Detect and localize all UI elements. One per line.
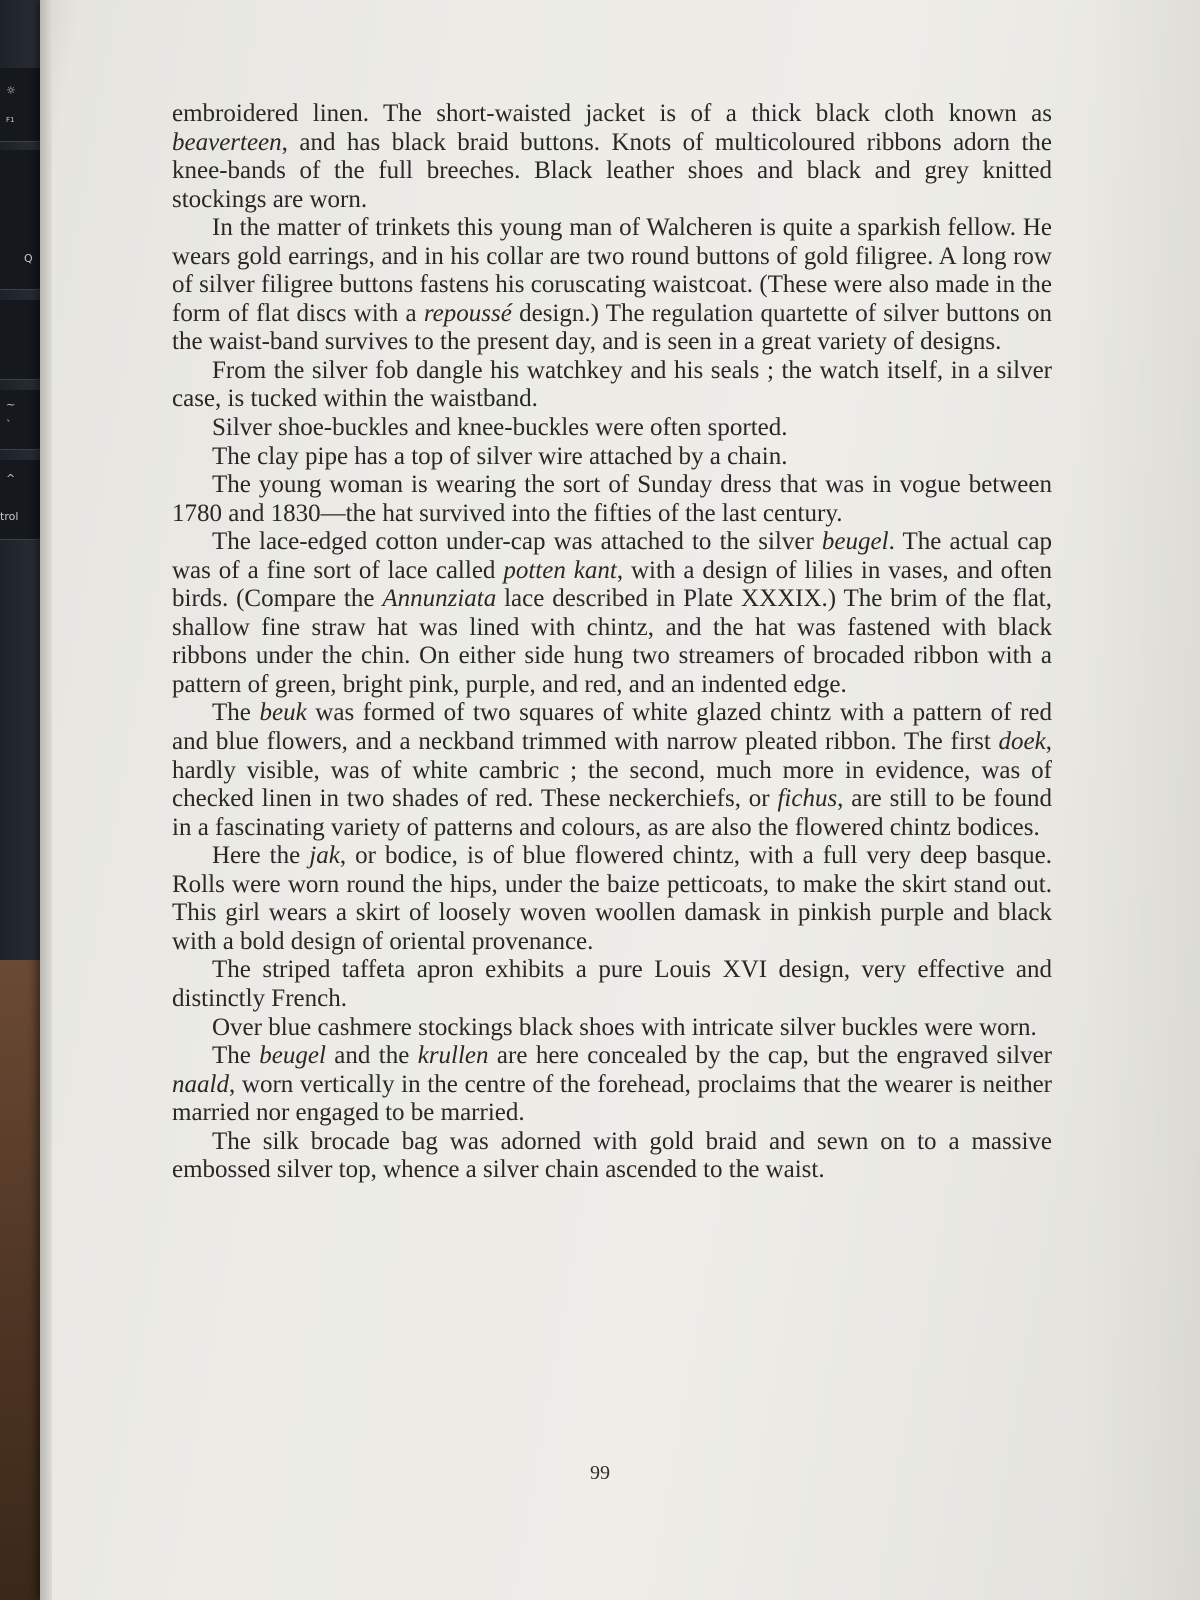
paragraph (172, 100, 1052, 214)
text-run: , hardly visible, was of white cambric ; the second, much more in evidence, was of checked linen in two shades of red. These neckerchiefs, or (172, 728, 1052, 813)
brightness-icon: ☼ (6, 84, 16, 97)
text-run: The (212, 699, 260, 727)
key-sub-label: trol (0, 510, 19, 523)
keyboard-key-f1 (0, 68, 44, 142)
paragraph (172, 1014, 1052, 1043)
paragraph (172, 1042, 1052, 1128)
italic-term: potten kant (503, 556, 617, 584)
paragraph (172, 443, 1052, 472)
keyboard-key-blank (0, 300, 44, 380)
italic-term: fichus (777, 785, 838, 813)
text-run: embroidered linen. The short-waisted jacket is of a thick black cloth known as (172, 100, 1052, 127)
text-run: , and has black braid buttons. Knots of multicoloured ribbons adorn the knee-bands of the full breeches. Black leather shoes and black and grey knitted stockings are worn. (172, 128, 1052, 213)
text-run: Here the (212, 842, 310, 870)
text-run: Silver shoe-buckles and knee-buckles were often sported. (212, 414, 788, 442)
paragraph (172, 842, 1052, 956)
text-run: and the (325, 1042, 418, 1070)
text-run: Over blue cashmere stockings black shoes with intricate silver buckles were worn. (212, 1013, 1037, 1041)
keyboard-key-control (0, 460, 44, 540)
italic-term: krullen (417, 1042, 489, 1070)
italic-term: beaverteen (172, 128, 282, 156)
text-run: The (212, 1042, 260, 1070)
paragraph (172, 956, 1052, 1013)
text-run: , are still to be found in a fascinating variety of patterns and colours, as are also the flowered chintz bodices. (172, 785, 1052, 841)
paragraph (172, 214, 1052, 357)
italic-term: jak (309, 842, 340, 870)
text-run: was formed of two squares of white glazed chintz with a pattern of red and blue flowers, and a neckband trimmed with narrow pleated ribbon. The first (172, 699, 1052, 756)
italic-term: doek (998, 728, 1046, 756)
key-label: ~ (6, 398, 16, 411)
paragraph (172, 699, 1052, 842)
italic-term: Annunziata (382, 585, 497, 613)
text-run: lace described in Plate XXXIX.) The brim of the flat, shallow fine straw hat was lined with chintz, and the hat was fastened with black ribbons under the chin. On either side hung two streamers of brocaded ribbon with a pattern of green, bright pink, purple, and red, and an indented edge. (172, 585, 1052, 698)
paragraph (172, 414, 1052, 443)
italic-term: beuk (259, 699, 307, 727)
paragraph (172, 1128, 1052, 1185)
italic-term: repoussé (423, 299, 512, 327)
italic-term: naald (172, 1070, 229, 1098)
key-sub-label: F1 (6, 116, 15, 124)
key-label: Q (24, 252, 33, 265)
key-sub-label: ` (6, 418, 12, 431)
paragraph (172, 357, 1052, 414)
text-run: , with a design of lilies in vases, and often birds. (Compare the (172, 556, 1053, 613)
paragraph (172, 471, 1052, 528)
page-number: 99 (590, 1462, 610, 1484)
italic-term: beugel (259, 1042, 326, 1070)
text-run: The lace-edged cotton under-cap was attached to the silver (212, 528, 822, 556)
text-run: . The actual cap was of a fine sort of lace called (172, 528, 1052, 584)
chevron-up-icon: ^ (6, 472, 16, 485)
text-run: The striped taffeta apron exhibits a pure Louis XVI design, very effective and distinctly French. (172, 956, 1052, 1012)
keyboard-key-q (0, 150, 44, 290)
text-run: , worn vertically in the centre of the forehead, proclaims that the wearer is neither married nor engaged to be married. (172, 1070, 1052, 1127)
text-run: The clay pipe has a top of silver wire attached by a chain. (212, 442, 788, 470)
text-run: In the matter of trinkets this young man of Walcheren is quite a sparkish fellow. He wears gold earrings, and in his collar are two round buttons of gold filigree. A long row of silver filigree buttons fastens his coruscating waistcoat. (These were also made in the form of flat discs with a (172, 214, 1052, 327)
keyboard-key-tilde (0, 390, 44, 450)
page-shadow (1080, 0, 1200, 1600)
italic-term: beugel (821, 528, 889, 556)
text-run: design.) The regulation quartette of silver buttons on the waist-band survives to the present day, and is seen in a great variety of designs. (172, 299, 1052, 356)
text-run: are here concealed by the cap, but the engraved silver (488, 1042, 1053, 1070)
book-page (40, 0, 1200, 1600)
body-text (172, 100, 1052, 1185)
text-run: The young woman is wearing the sort of Sunday dress that was in vogue between 1780 and 1830—the hat survived into the fifties of the last century. (172, 471, 1052, 527)
page-edge (40, 0, 52, 1600)
text-run: , or bodice, is of blue flowered chintz, with a full very deep basque. Rolls were worn round the hips, under the baize petticoats, to make the skirt stand out. This girl wears a skirt of loosely woven woollen damask in pinkish purple and black with a bold design of oriental provenance. (172, 842, 1052, 955)
paragraph (172, 528, 1052, 699)
text-run: From the silver fob dangle his watchkey and his seals ; the watch itself, in a silver case, is tucked within the waistband. (172, 356, 1052, 413)
text-run: The silk brocade bag was adorned with gold braid and sewn on to a massive embossed silver top, whence a silver chain ascended to the waist. (172, 1127, 1052, 1184)
